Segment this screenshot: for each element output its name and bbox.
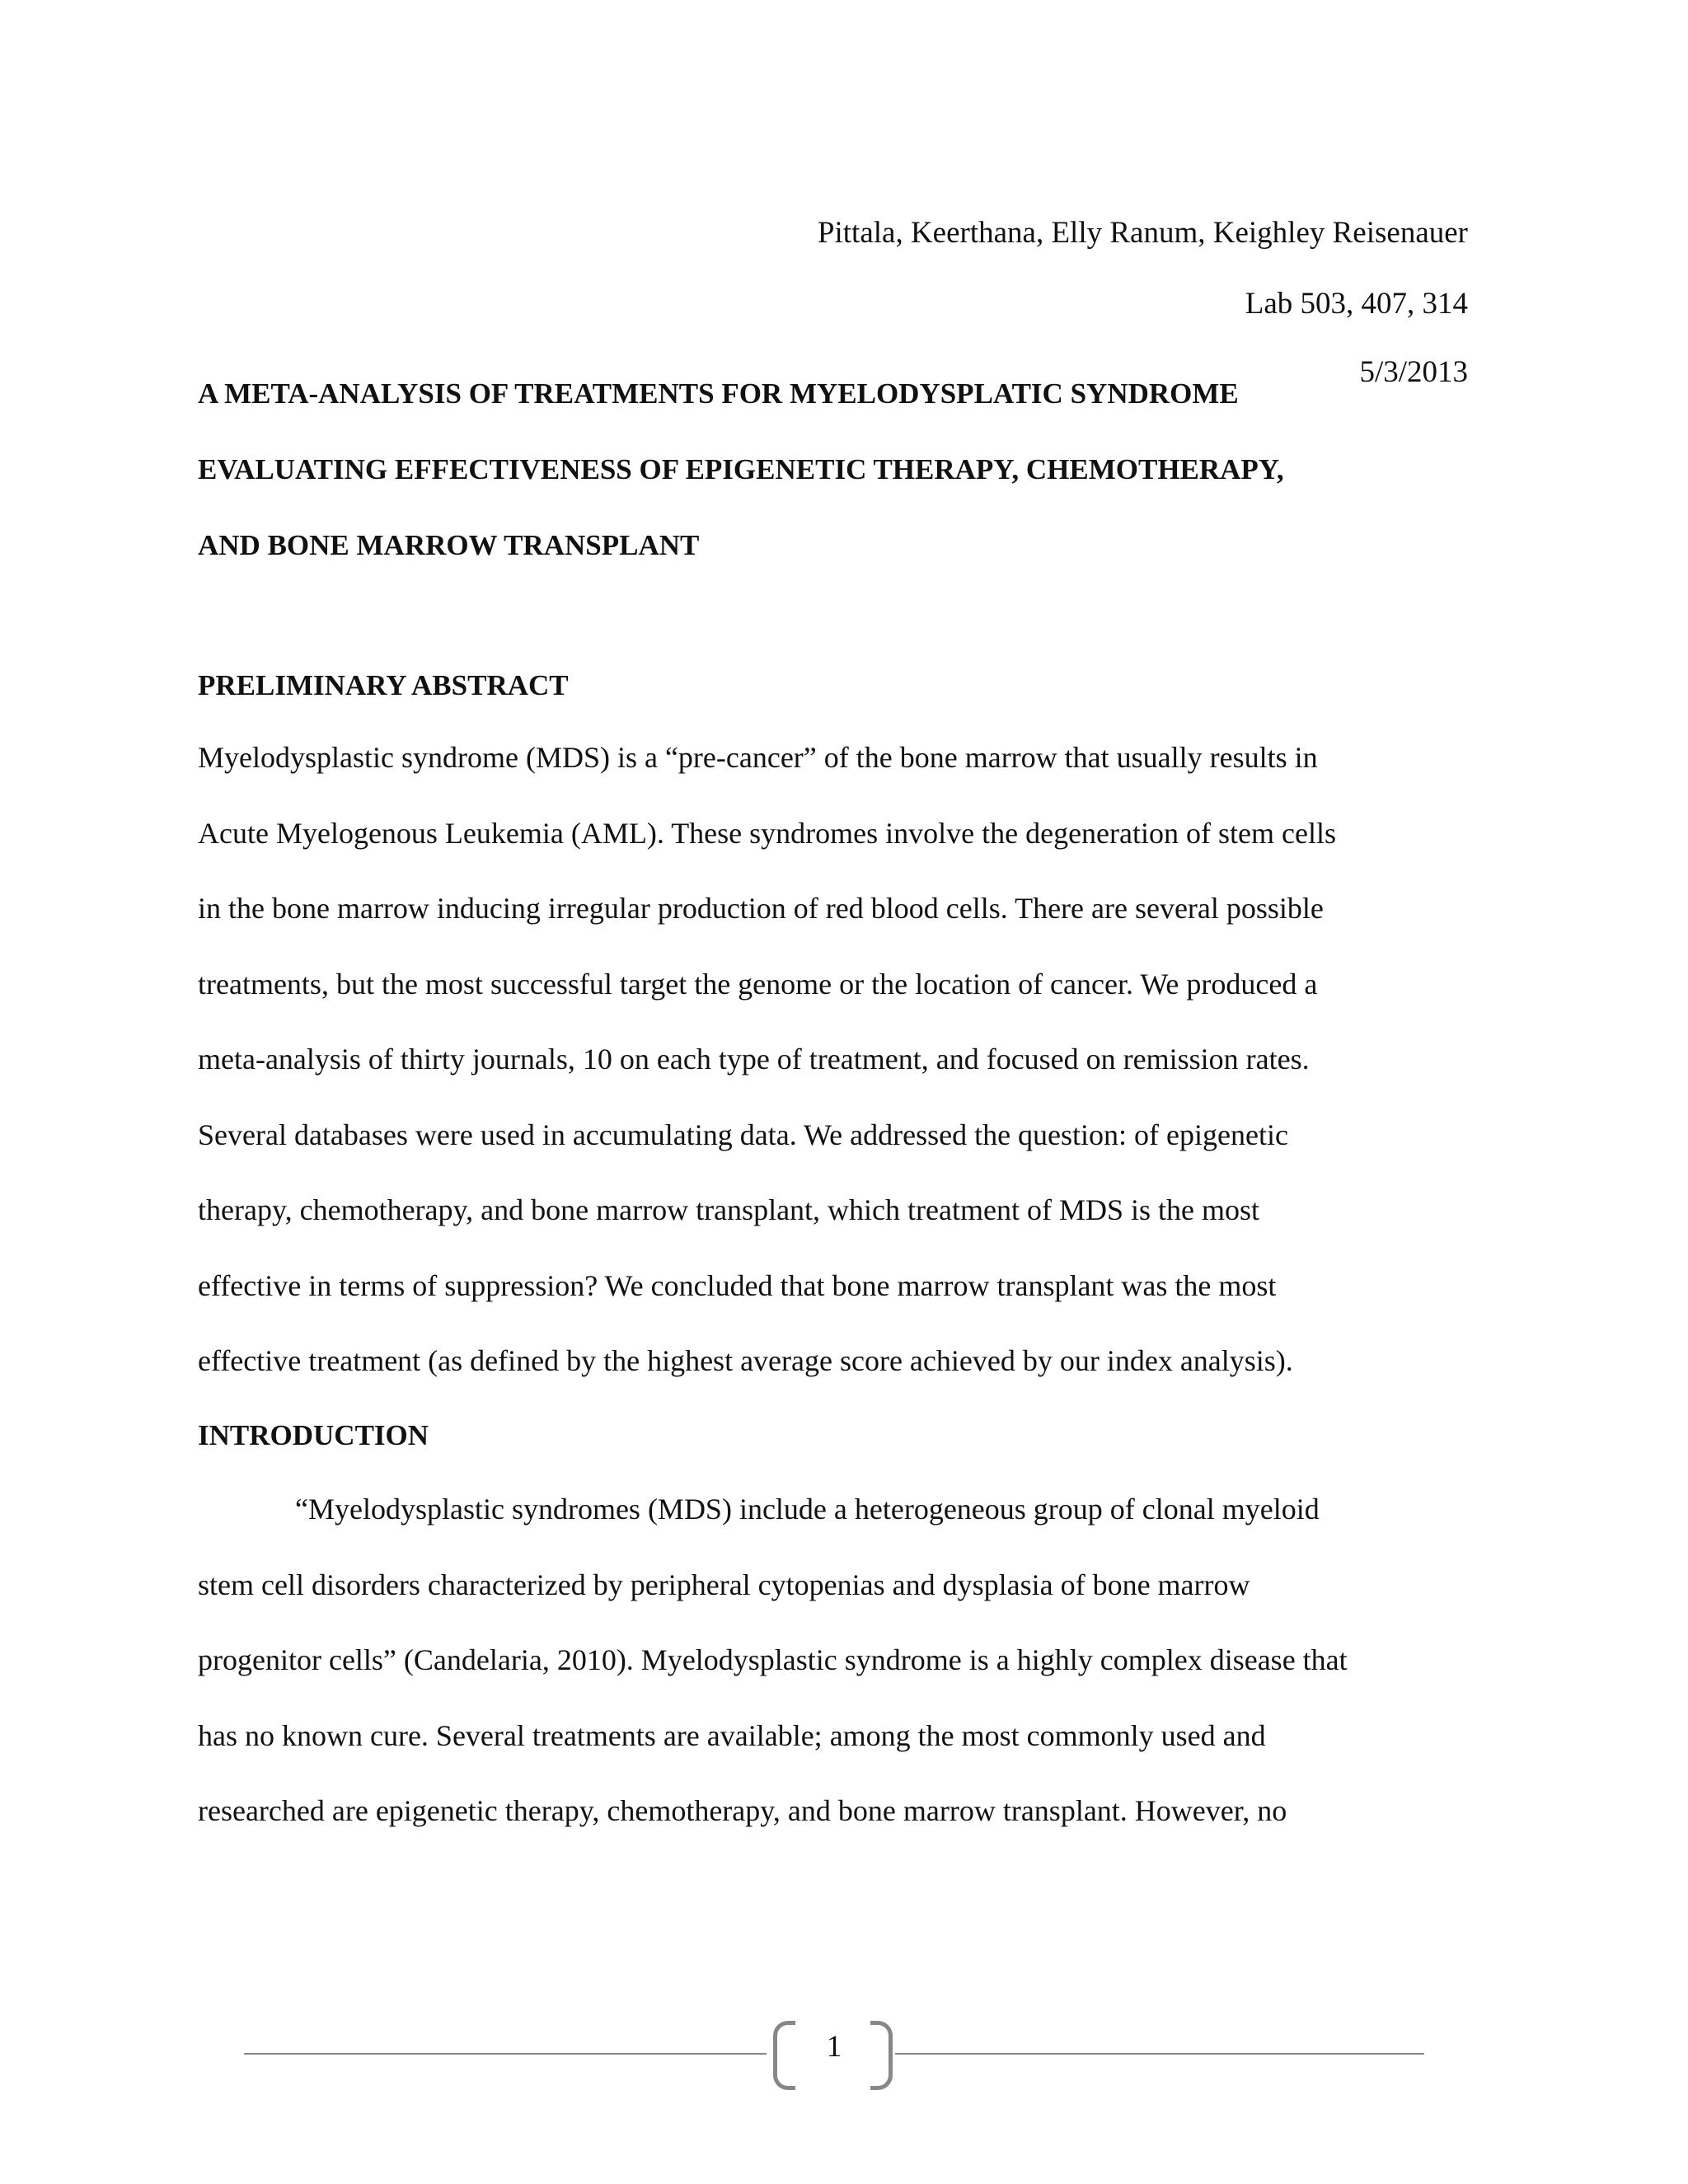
title-line: AND BONE MARROW TRANSPLANT <box>198 529 700 561</box>
footer-rule-left <box>244 2053 767 2055</box>
introduction-line: researched are epigenetic therapy, chemotherapy, and bone marrow transplant. However, no <box>198 1794 1287 1827</box>
introduction-heading: INTRODUCTION <box>198 1419 429 1451</box>
abstract-line: Acute Myelogenous Leukemia (AML). These syndromes involve the degeneration of stem cells <box>198 816 1336 850</box>
abstract-line: effective treatment (as defined by the highest average score achieved by our index analysis). <box>198 1344 1293 1377</box>
introduction-line: has no known cure. Several treatments are available; among the most commonly used and <box>198 1718 1266 1752</box>
abstract-line: Myelodysplastic syndrome (MDS) is a “pre-cancer” of the bone marrow that usually results in <box>198 741 1318 774</box>
author-names: Pittala, Keerthana, Elly Ranum, Keighley Reisenauer <box>817 216 1468 250</box>
abstract-line: treatments, but the most successful target the genome or the location of cancer. We produced a <box>198 967 1318 1001</box>
introduction-line: “Myelodysplastic syndromes (MDS) include a heterogeneous group of clonal myeloid <box>295 1493 1320 1526</box>
abstract-line: effective in terms of suppression? We concluded that bone marrow transplant was the most <box>198 1268 1277 1302</box>
lab-numbers: Lab 503, 407, 314 <box>1245 287 1468 321</box>
title-line: A META-ANALYSIS OF TREATMENTS FOR MYELODYSPLATIC SYNDROME <box>198 377 1239 410</box>
left-brace-icon <box>773 2021 795 2090</box>
abstract-heading: PRELIMINARY ABSTRACT <box>198 669 569 701</box>
introduction-line: stem cell disorders characterized by peripheral cytopenias and dysplasia of bone marrow <box>198 1568 1250 1601</box>
right-brace-icon <box>870 2021 893 2090</box>
footer-rule-right <box>895 2053 1424 2055</box>
abstract-line: Several databases were used in accumulating data. We addressed the question: of epigenetic <box>198 1118 1288 1151</box>
abstract-line: in the bone marrow inducing irregular production of red blood cells. There are several possible <box>198 892 1324 925</box>
abstract-line: therapy, chemotherapy, and bone marrow transplant, which treatment of MDS is the most <box>198 1193 1259 1226</box>
introduction-line: progenitor cells” (Candelaria, 2010). Myelodysplastic syndrome is a highly complex disease that <box>198 1643 1348 1676</box>
abstract-body <box>198 720 1484 1399</box>
page-footer <box>244 2021 1424 2087</box>
title-line: EVALUATING EFFECTIVENESS OF EPIGENETIC THERAPY, CHEMOTHERAPY, <box>198 453 1284 485</box>
page-number: 1 <box>826 2030 842 2064</box>
report-date: 5/3/2013 <box>1359 355 1468 389</box>
paper-title <box>198 356 1500 583</box>
introduction-body <box>198 1472 1484 1849</box>
abstract-line: meta-analysis of thirty journals, 10 on each type of treatment, and focused on remission rates. <box>198 1043 1310 1076</box>
